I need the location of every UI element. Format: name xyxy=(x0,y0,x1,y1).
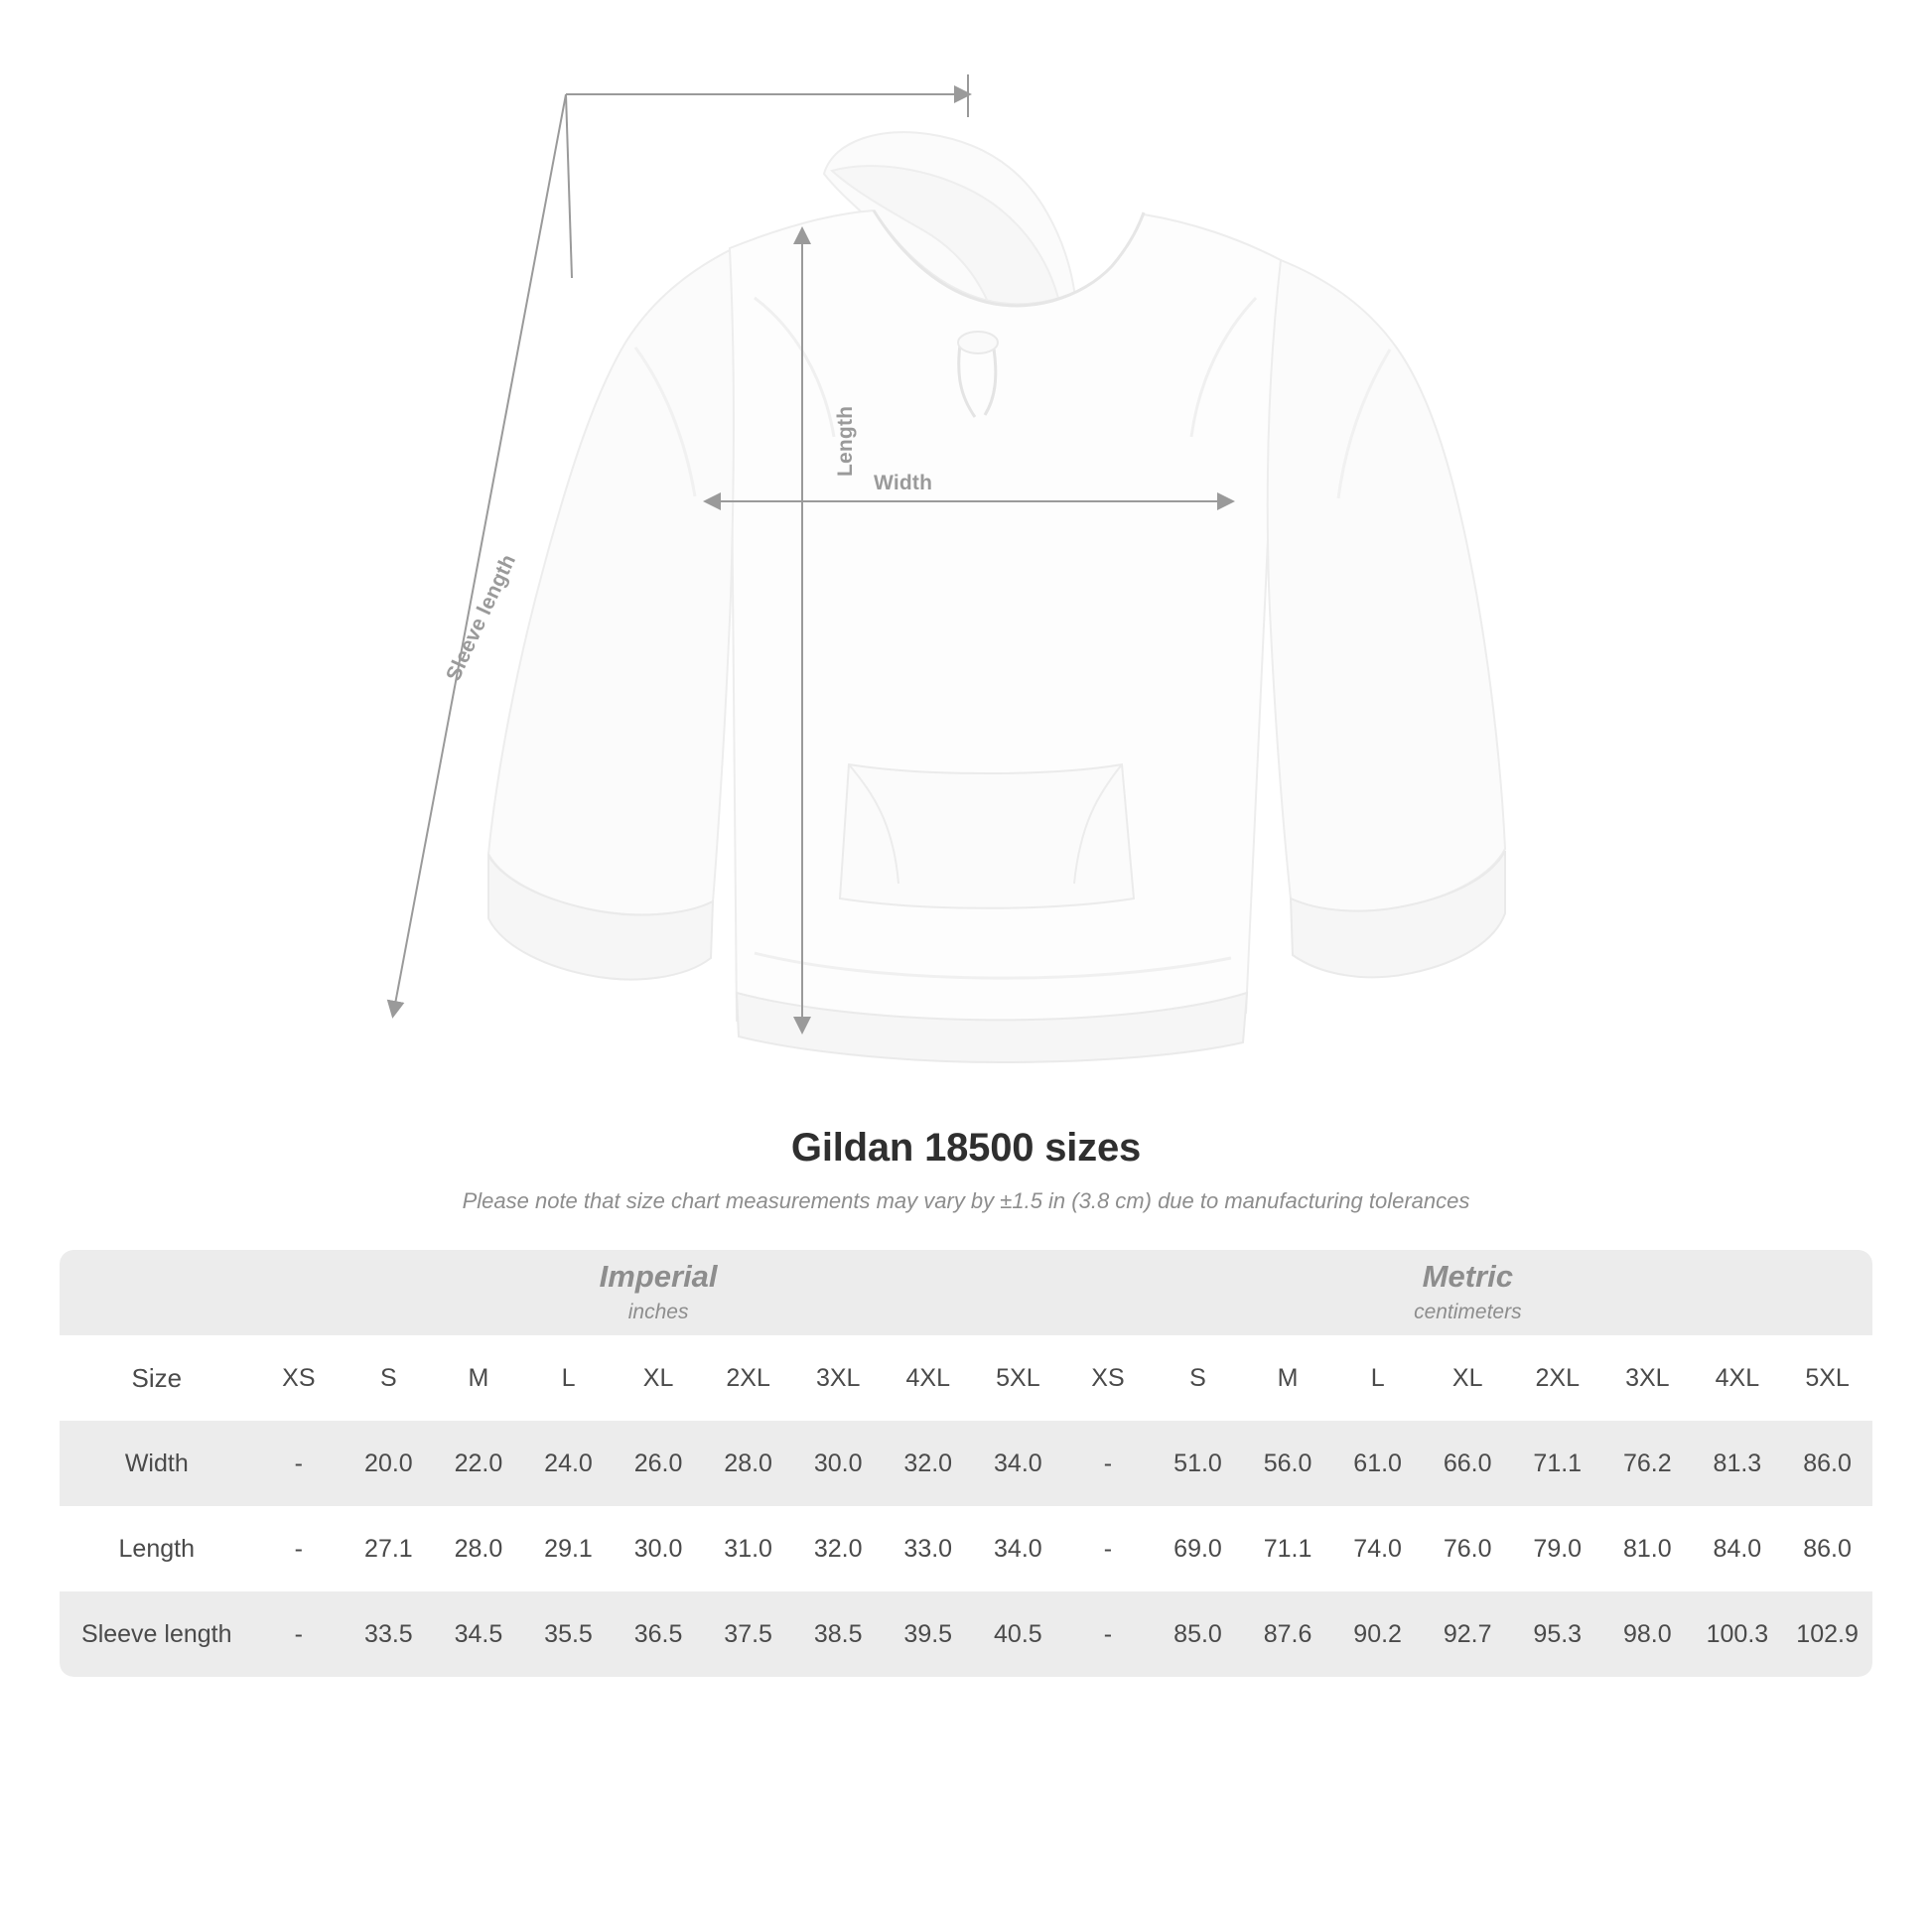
cell-width-imperial-l: 24.0 xyxy=(523,1421,614,1506)
table-row xyxy=(60,1591,1872,1677)
size-header-metric-xs: XS xyxy=(1063,1335,1154,1421)
cell-length-imperial-s: 27.1 xyxy=(344,1506,434,1591)
cell-length-imperial-3xl: 32.0 xyxy=(793,1506,884,1591)
cell-sleeve-metric-2xl: 95.3 xyxy=(1512,1591,1602,1677)
tolerance-note: Please note that size chart measurements may vary by ±1.5 in (3.8 cm) due to manufacturing tolerances xyxy=(462,1188,1470,1213)
cell-width-metric-xl: 66.0 xyxy=(1423,1421,1513,1506)
cell-sleeve-imperial-xl: 36.5 xyxy=(614,1591,704,1677)
cell-length-metric-5xl: 86.0 xyxy=(1782,1506,1872,1591)
cell-length-imperial-4xl: 33.0 xyxy=(883,1506,973,1591)
size-header-metric-3xl: 3XL xyxy=(1602,1335,1693,1421)
unit-header-spacer xyxy=(60,1250,254,1335)
unit-group-metric-title: Metric xyxy=(1422,1258,1513,1294)
row-label-sleeve-length: Sleeve length xyxy=(60,1591,254,1677)
row-label-length: Length xyxy=(60,1506,254,1591)
title-block xyxy=(0,1126,1932,1214)
size-table-wrapper xyxy=(60,1250,1872,1677)
cell-length-imperial-xs: - xyxy=(254,1506,345,1591)
hoodie-shape xyxy=(488,132,1505,1062)
size-header-imperial-xl: XL xyxy=(614,1335,704,1421)
size-header-label: Size xyxy=(60,1335,254,1421)
sleeve-length-dimension-label: Sleeve length xyxy=(442,550,521,685)
row-label-width: Width xyxy=(60,1421,254,1506)
cell-width-imperial-xl: 26.0 xyxy=(614,1421,704,1506)
size-header-imperial-l: L xyxy=(523,1335,614,1421)
cell-length-imperial-l: 29.1 xyxy=(523,1506,614,1591)
cell-width-imperial-2xl: 28.0 xyxy=(703,1421,793,1506)
cell-width-imperial-s: 20.0 xyxy=(344,1421,434,1506)
size-header-metric-2xl: 2XL xyxy=(1512,1335,1602,1421)
size-header-row xyxy=(60,1335,1872,1421)
size-header-metric-l: L xyxy=(1332,1335,1423,1421)
cell-width-metric-xs: - xyxy=(1063,1421,1154,1506)
cell-sleeve-imperial-4xl: 39.5 xyxy=(883,1591,973,1677)
size-header-imperial-m: M xyxy=(434,1335,524,1421)
size-header-metric-4xl: 4XL xyxy=(1693,1335,1783,1421)
cell-sleeve-imperial-s: 33.5 xyxy=(344,1591,434,1677)
cell-length-metric-l: 74.0 xyxy=(1332,1506,1423,1591)
page-title: Gildan 18500 sizes xyxy=(790,1126,1142,1170)
cell-length-imperial-m: 28.0 xyxy=(434,1506,524,1591)
cell-length-metric-m: 71.1 xyxy=(1243,1506,1333,1591)
size-header-imperial-xs: XS xyxy=(254,1335,345,1421)
cell-length-imperial-5xl: 34.0 xyxy=(973,1506,1063,1591)
cell-sleeve-metric-3xl: 98.0 xyxy=(1602,1591,1693,1677)
unit-group-imperial xyxy=(254,1250,1063,1335)
cell-sleeve-imperial-l: 35.5 xyxy=(523,1591,614,1677)
table-row xyxy=(60,1506,1872,1591)
size-header-metric-xl: XL xyxy=(1423,1335,1513,1421)
cell-length-metric-xl: 76.0 xyxy=(1423,1506,1513,1591)
cell-length-metric-3xl: 81.0 xyxy=(1602,1506,1693,1591)
unit-group-imperial-subtitle: inches xyxy=(627,1300,689,1323)
unit-header-row xyxy=(60,1250,1872,1335)
cell-width-metric-2xl: 71.1 xyxy=(1512,1421,1602,1506)
cell-width-imperial-4xl: 32.0 xyxy=(883,1421,973,1506)
size-header-metric-m: M xyxy=(1243,1335,1333,1421)
size-header-imperial-3xl: 3XL xyxy=(793,1335,884,1421)
cell-sleeve-metric-m: 87.6 xyxy=(1243,1591,1333,1677)
cell-sleeve-imperial-m: 34.5 xyxy=(434,1591,524,1677)
cell-sleeve-metric-l: 90.2 xyxy=(1332,1591,1423,1677)
cell-length-metric-4xl: 84.0 xyxy=(1693,1506,1783,1591)
cell-width-metric-5xl: 86.0 xyxy=(1782,1421,1872,1506)
cell-length-metric-2xl: 79.0 xyxy=(1512,1506,1602,1591)
cell-sleeve-metric-xs: - xyxy=(1063,1591,1154,1677)
width-dimension-label: Width xyxy=(874,472,933,494)
cell-width-metric-s: 51.0 xyxy=(1153,1421,1243,1506)
unit-group-metric-subtitle: centimeters xyxy=(1414,1300,1522,1323)
cell-sleeve-metric-5xl: 102.9 xyxy=(1782,1591,1872,1677)
cell-sleeve-metric-s: 85.0 xyxy=(1153,1591,1243,1677)
cell-width-metric-m: 56.0 xyxy=(1243,1421,1333,1506)
cell-sleeve-metric-xl: 92.7 xyxy=(1423,1591,1513,1677)
size-header-imperial-2xl: 2XL xyxy=(703,1335,793,1421)
cell-width-metric-l: 61.0 xyxy=(1332,1421,1423,1506)
unit-group-metric xyxy=(1063,1250,1872,1335)
cell-width-imperial-m: 22.0 xyxy=(434,1421,524,1506)
size-header-imperial-5xl: 5XL xyxy=(973,1335,1063,1421)
cell-width-imperial-5xl: 34.0 xyxy=(973,1421,1063,1506)
size-header-imperial-4xl: 4XL xyxy=(883,1335,973,1421)
cell-width-imperial-xs: - xyxy=(254,1421,345,1506)
table-row xyxy=(60,1421,1872,1506)
unit-group-imperial-title: Imperial xyxy=(599,1258,718,1294)
cell-sleeve-imperial-2xl: 37.5 xyxy=(703,1591,793,1677)
cell-width-metric-3xl: 76.2 xyxy=(1602,1421,1693,1506)
cell-length-imperial-xl: 30.0 xyxy=(614,1506,704,1591)
cell-sleeve-imperial-3xl: 38.5 xyxy=(793,1591,884,1677)
cell-length-metric-xs: - xyxy=(1063,1506,1154,1591)
cell-width-metric-4xl: 81.3 xyxy=(1693,1421,1783,1506)
cell-length-imperial-2xl: 31.0 xyxy=(703,1506,793,1591)
cell-sleeve-imperial-xs: - xyxy=(254,1591,345,1677)
length-dimension-label: Length xyxy=(834,405,857,477)
size-header-metric-s: S xyxy=(1153,1335,1243,1421)
cell-sleeve-metric-4xl: 100.3 xyxy=(1693,1591,1783,1677)
size-header-metric-5xl: 5XL xyxy=(1782,1335,1872,1421)
size-table xyxy=(60,1250,1872,1677)
size-header-imperial-s: S xyxy=(344,1335,434,1421)
cell-sleeve-imperial-5xl: 40.5 xyxy=(973,1591,1063,1677)
cell-width-imperial-3xl: 30.0 xyxy=(793,1421,884,1506)
cell-length-metric-s: 69.0 xyxy=(1153,1506,1243,1591)
